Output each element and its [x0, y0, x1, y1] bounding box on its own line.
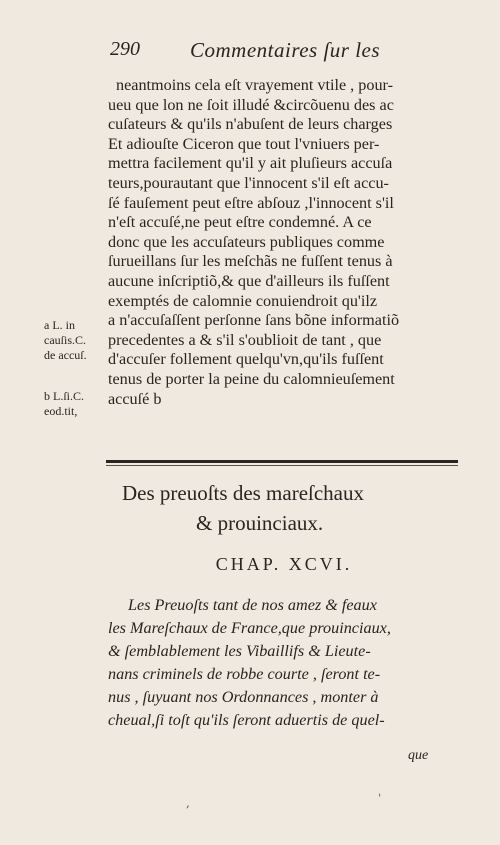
italic-line: Les Preuoſts tant de nos amez & feaux: [128, 596, 377, 614]
italic-line: nus , ſuyuant nos Ordonnances , monter à: [108, 688, 379, 706]
margin-note-a-line: de accuſ.: [44, 348, 87, 362]
italic-line: & ſemblablement les Vibaillifs & Lieute-: [108, 642, 371, 660]
section-title-line: & prouinciaux.: [196, 511, 324, 535]
italic-line: les Mareſchaux de France,que prouinciaux,: [108, 619, 391, 637]
body-line: tenus de porter la peine du calomnieuſement: [108, 369, 395, 388]
body-paragraph: [108, 76, 458, 409]
section-title: [110, 478, 458, 538]
body-line: neantmoins cela eſt vrayement vtile , pour-: [116, 76, 394, 94]
body-line: precedentes a & s'il s'oublioit de tant , que: [108, 330, 382, 349]
body-line: aucune inſcriptiõ,& que d'ailleurs ils fuſſent: [108, 271, 390, 290]
page-number: 290: [110, 38, 140, 60]
body-line: ueu que lon ne ſoit illudé &circõuenu des ac: [108, 95, 394, 114]
body-line: n'eſt accuſé,ne peut eſtre condemné. A ce: [108, 213, 372, 232]
section-divider: [106, 460, 458, 463]
margin-note-a-line: cauſis.C.: [44, 333, 86, 347]
margin-note-a-line: a L. in: [44, 318, 75, 332]
body-line: accuſé b: [108, 389, 162, 408]
body-line: Et adiouſte Ciceron que tout l'vniuers per-: [108, 134, 380, 153]
body-line: cuſateurs & qu'ils n'abuſent de leurs charges: [108, 115, 393, 134]
ink-speck: ,: [186, 796, 190, 810]
margin-notes: [44, 318, 106, 419]
body-line: donc que les accuſateurs publiques comme: [108, 232, 385, 251]
catchword: que: [408, 748, 429, 763]
chapter-heading: CHAP. XCVI.: [215, 554, 353, 574]
running-head: Commentaires ſur les: [190, 38, 381, 62]
body-line: teurs,pourautant que l'innocent s'il eſt accu-: [108, 173, 389, 192]
body-line: mettra facilement qu'il y ait pluſieurs accuſa: [108, 154, 393, 173]
italic-paragraph: [108, 594, 458, 732]
italic-line: cheual,ſi toſt qu'ils ſeront aduertis de quel-: [108, 711, 385, 729]
body-line: ſurueillans ſur les meſchãs ne fuſſent tenus à: [108, 252, 393, 271]
body-line: d'accuſer follement quelqu'vn,qu'ils fuſſent: [108, 350, 384, 369]
section-title-line: Des preuoſts des mareſchaux: [122, 481, 365, 505]
page-header: [110, 38, 450, 68]
body-line: exemptés de calomnie conuiendroit qu'ilz: [108, 291, 378, 310]
italic-line: nans criminels de robbe courte , ſeront te-: [108, 665, 381, 683]
section-divider-thin: [106, 465, 458, 466]
body-line: a n'accuſaſſent perſonne ſans bõne informatiõ: [108, 311, 400, 330]
margin-note-b-line: eod.tit,: [44, 404, 78, 418]
body-line: ſé fauſement peut eſtre abſouz ,l'innocent s'il: [108, 193, 394, 212]
margin-note-b-line: b L.ſi.C.: [44, 389, 85, 403]
ink-speck: ˈ: [378, 792, 382, 806]
